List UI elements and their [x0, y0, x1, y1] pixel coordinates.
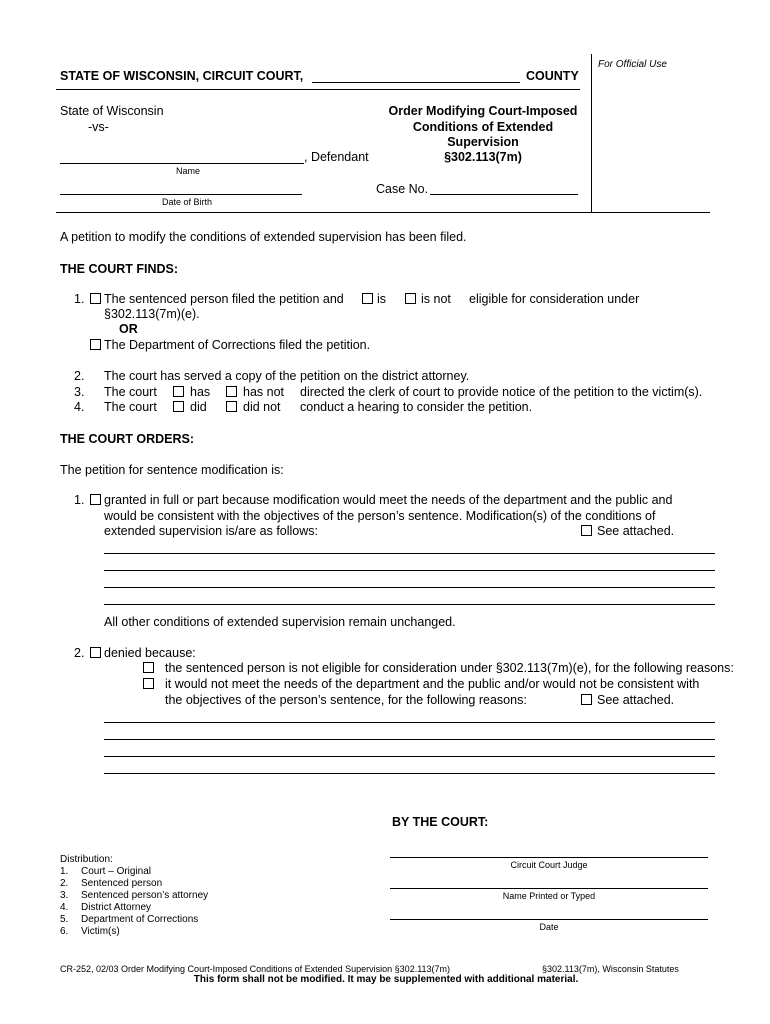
finding-3-tail: directed the clerk of court to provide notice of the petition to the victim(s).: [300, 385, 703, 399]
modification-line-2[interactable]: [104, 570, 715, 571]
has-label: has: [190, 385, 211, 399]
did-checkbox[interactable]: [173, 401, 184, 412]
not-eligible-reason-checkbox[interactable]: [143, 662, 154, 673]
name-printed-label: Name Printed or Typed: [502, 891, 596, 901]
did-not-label: did not: [243, 400, 281, 414]
vs-label: -vs-: [88, 120, 109, 134]
list-item: 5. Department of Corrections: [60, 914, 199, 925]
title-line-2: Conditions of Extended: [412, 120, 554, 134]
has-not-label: has not: [243, 385, 285, 399]
reason-line-4[interactable]: [104, 773, 715, 774]
county-input-line[interactable]: [312, 82, 520, 83]
judge-label: Circuit Court Judge: [510, 860, 588, 870]
findings-heading: THE COURT FINDS:: [60, 262, 179, 276]
finding-1-text: The sentenced person filed the petition and: [104, 292, 344, 306]
orders-heading: THE COURT ORDERS:: [60, 432, 195, 446]
is-not-eligible-checkbox[interactable]: [405, 293, 416, 304]
is-not-label: is not: [421, 292, 451, 306]
case-no-label: Case No.: [376, 182, 429, 196]
date-label: Date: [539, 922, 559, 932]
granted-checkbox[interactable]: [90, 494, 101, 505]
not-meet-needs-line-2: the objectives of the person’s sentence, for the following reasons:: [165, 693, 527, 707]
defendant-label: , Defendant: [304, 150, 369, 164]
finding-1-statute: §302.113(7m)(e).: [104, 307, 200, 321]
name-printed-line[interactable]: [390, 888, 708, 889]
distribution-heading: Distribution:: [60, 854, 113, 865]
official-use-divider: [591, 54, 592, 212]
title-line-1: Order Modifying Court-Imposed: [388, 104, 578, 118]
not-eligible-reason-text: the sentenced person is not eligible for consideration under §302.113(7m)(e), for the following reasons:: [165, 661, 734, 675]
modification-notice: This form shall not be modified. It may be supplemented with additional material.: [193, 974, 579, 985]
granted-line-2: would be consistent with the objectives of the person’s sentence. Modification(s) of the conditions of: [104, 509, 656, 523]
has-checkbox[interactable]: [173, 386, 184, 397]
order-2-number: 2.: [74, 646, 85, 660]
dob-line[interactable]: [60, 194, 302, 195]
list-item: 6. Victim(s): [60, 926, 120, 937]
modification-line-4[interactable]: [104, 604, 715, 605]
finding-1-tail: eligible for consideration under: [469, 292, 640, 306]
did-not-checkbox[interactable]: [226, 401, 237, 412]
finding-2-text: The court has served a copy of the petition on the district attorney.: [104, 369, 470, 383]
intro-text: A petition to modify the conditions of extended supervision has been filed.: [60, 230, 467, 244]
not-meet-needs-reason-checkbox[interactable]: [143, 678, 154, 689]
finding-1-number: 1.: [74, 292, 85, 306]
date-line[interactable]: [390, 919, 708, 920]
did-label: did: [190, 400, 207, 414]
list-item: 3. Sentenced person’s attorney: [60, 890, 209, 901]
list-item: 4. District Attorney: [60, 902, 152, 913]
by-the-court-label: BY THE COURT:: [392, 815, 489, 829]
finding-1-alt: The Department of Corrections filed the petition.: [104, 338, 371, 352]
statute-reference: §302.113(7m), Wisconsin Statutes: [542, 964, 679, 974]
caption-rule: [56, 212, 710, 213]
petition-by-doc-checkbox[interactable]: [90, 339, 101, 350]
reason-line-1[interactable]: [104, 722, 715, 723]
see-attached-granted-checkbox[interactable]: [581, 525, 592, 536]
modification-line-3[interactable]: [104, 587, 715, 588]
title-line-3: Supervision: [447, 135, 519, 149]
defendant-name-line[interactable]: [60, 163, 304, 164]
reason-line-2[interactable]: [104, 739, 715, 740]
granted-line-3: extended supervision is/are as follows:: [104, 524, 319, 538]
list-item: 1. Court – Original: [60, 866, 152, 877]
petition-by-person-checkbox[interactable]: [90, 293, 101, 304]
is-label: is: [377, 292, 387, 306]
judge-signature-line[interactable]: [390, 857, 708, 858]
finding-2-number: 2.: [74, 369, 85, 383]
finding-4-text: The court: [104, 400, 157, 414]
finding-3-number: 3.: [74, 385, 85, 399]
finding-4-tail: conduct a hearing to consider the petition.: [300, 400, 533, 414]
unchanged-text: All other conditions of extended supervision remain unchanged.: [104, 615, 456, 629]
see-attached-denied-label: See attached.: [597, 693, 675, 707]
title-line-4: §302.113(7m): [444, 150, 522, 164]
denied-checkbox[interactable]: [90, 647, 101, 658]
form-id: CR-252, 02/03 Order Modifying Court-Imposed Conditions of Extended Supervision §302.113(7m): [60, 964, 451, 974]
or-label: OR: [119, 322, 138, 336]
modification-line-1[interactable]: [104, 553, 715, 554]
not-meet-needs-line-1: it would not meet the needs of the department and the public and/or would not be consistent with: [165, 677, 700, 691]
plaintiff-label: State of Wisconsin: [60, 104, 164, 118]
header-rule: [56, 89, 580, 90]
name-label: Name: [176, 166, 201, 176]
granted-line-1: granted in full or part because modification would meet the needs of the department and the public and: [104, 493, 673, 507]
see-attached-granted-label: See attached.: [597, 524, 675, 538]
finding-4-number: 4.: [74, 400, 85, 414]
has-not-checkbox[interactable]: [226, 386, 237, 397]
dob-label: Date of Birth: [162, 197, 213, 207]
orders-intro: The petition for sentence modification is:: [60, 463, 284, 477]
denied-label: denied because:: [104, 646, 196, 660]
finding-3-text: The court: [104, 385, 157, 399]
case-no-line[interactable]: [430, 194, 578, 195]
list-item: 2. Sentenced person: [60, 878, 163, 889]
official-use-label: For Official Use: [598, 59, 667, 70]
order-1-number: 1.: [74, 493, 85, 507]
is-eligible-checkbox[interactable]: [362, 293, 373, 304]
county-label: COUNTY: [526, 69, 579, 83]
see-attached-denied-checkbox[interactable]: [581, 694, 592, 705]
state-court-label: STATE OF WISCONSIN, CIRCUIT COURT,: [60, 69, 304, 83]
reason-line-3[interactable]: [104, 756, 715, 757]
